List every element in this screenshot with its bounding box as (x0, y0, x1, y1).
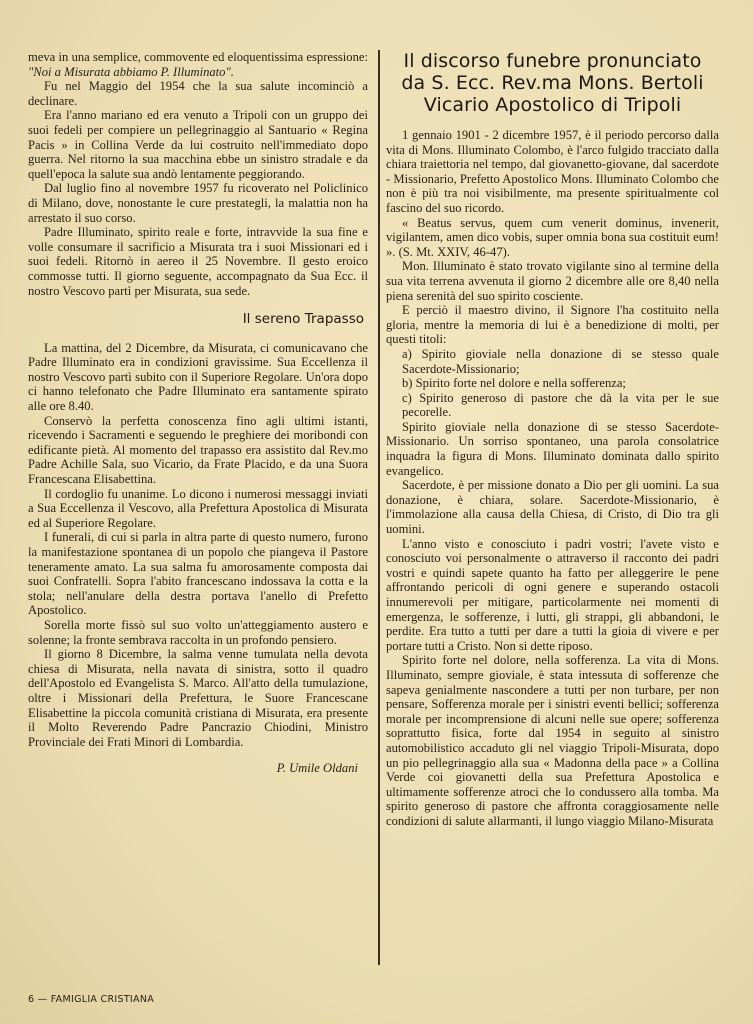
section-subheading: Il sereno Trapasso (242, 311, 364, 328)
article-headline (386, 50, 719, 116)
headline-line: Vicario Apostolico di Tripoli (423, 94, 682, 116)
paragraph: Padre Illuminato, spirito reale e forte, intravvide la sua fine e volle consumare il sacrificio a Misurata tra i suoi Missionari ed i suoi fedeli. Ritornò in aereo il 25 Novembre. Il gesto eroico commosse tutti. Il giorno seguente, accompagnato da Sua Ecc. il nostro Vescovo partì per Misurata, sua sede. (28, 225, 368, 298)
paragraph: I funerali, di cui si parla in altra parte di questo numero, furono la manifestazione spontanea di un popolo che piangeva il Pastore teneramente amato. La sua salma fu amorosamente composta dai suoi Confratelli. Sopra l'abito francescano indossava la cotta e la stola; nell'anulare della destra portava l'anello di Prefetto Apostolico. (28, 530, 368, 618)
paragraph: Spirito forte nel dolore, nella sofferenza. La vita di Mons. Illuminato, sempre gioviale, è stata intessuta di sofferenze che sapeva genialmente nascondere a tutti per non turbare, per non pensare, Sofferenza morale per i sinistri eventi bellici; sofferenza morale per incomprensione di alcuni nelle sue opere; sofferenza soprattutto fisica, forte dal 1954 in seguito al sinistro automobilistico accaduto gli nel viaggio Tripoli-Misurata, dopo un pio pellegrinaggio alla sua « Madonna della pace » a Collina Verde coi giovanetti della sua Prefettura Apostolica e ultimamente sofferenze atroci che lo condussero alla tomba. Ma spirito generoso di pastore che affronta coraggiosamente nelle condizioni di salute allarmanti, il lungo viaggio Milano-Misurata (386, 653, 719, 828)
column-divider (378, 50, 380, 965)
author-signature: P. Umile Oldani (276, 761, 358, 776)
paragraph: E perciò il maestro divino, il Signore l'ha costituito nella gloria, mentre la memoria di lui è a benedizione di molti, per questi titoli: (386, 303, 719, 347)
quote: "Noi a Misurata abbiamo P. Illuminato". (28, 64, 234, 79)
paragraph: Fu nel Maggio del 1954 che la sua salute incominciò a declinare. (28, 79, 368, 108)
headline-line: da S. Ecc. Rev.ma Mons. Bertoli (401, 72, 704, 94)
paragraph-text: meva in una semplice, commovente ed eloquentissima espressione: (28, 50, 368, 64)
paragraph: Spirito gioviale nella donazione di se stesso Sacerdote-Missionario. Un sorriso spontaneo, una parola consolatrice inquadra la figura di Mons. Illuminato dominata dallo spirito evangelico. (386, 419, 719, 478)
paragraph: Dal luglio fino al novembre 1957 fu ricoverato nel Policlinico di Milano, dove, nonostante le cure prestategli, la malattia non ha arrestato il suo corso. (28, 181, 368, 225)
list-item: c) Spirito generoso di pastore che dà la vita per le sue pecorelle. (402, 390, 719, 420)
paragraph (28, 50, 368, 79)
headline-line: Il discorso funebre pronunciato (403, 50, 702, 72)
paragraph: Il giorno 8 Dicembre, la salma venne tumulata nella devota chiesa di Misurata, nella navata di sinistra, sotto il quadro dell'Apostolo ed Evangelista S. Marco. All'atto della tumulazione, oltre i Missionari della Prefettura, le Suore Francescane Elisabettine la piccola comunità cristiana di Misurata, era presente il Molto Reverendo Padre Pancrazio Chiodini, Ministro Provinciale dei Frati Minori di Lombardia. (28, 647, 368, 749)
list-item: a) Spirito gioviale nella donazione di se stesso quale Sacerdote-Missionario; (402, 346, 719, 376)
left-column (28, 50, 368, 776)
paragraph: Conservò la perfetta conoscenza fino agli ultimi istanti, ricevendo i Sacramenti e seguendo le preghiere dei moribondi con edificante pietà. Al momento del trapasso era assistito dal Rev.mo Padre Achille Sala, suo Vicario, da Frate Placido, e da una Suora Francescana Elisabettina. (28, 413, 368, 487)
paragraph: Il cordoglio fu unanime. Lo dicono i numerosi messaggi inviati a Sua Eccellenza il Vescovo, alla Prefettura Apostolica di Misurata ed al Superiore Regolare. (28, 486, 368, 530)
paragraph: Era l'anno mariano ed era venuto a Tripoli con un gruppo dei suoi fedeli per compiere un pellegrinaggio al Santuario « Regina Pacis » in Collina Verde da lui costruito nell'immediato dopo guerra. Nel ritorno la sua macchina ebbe un sinistro stradale e da quell'epoca la salute sua andò lentamente peggiorando. (28, 108, 368, 181)
list-item: b) Spirito forte nel dolore e nella sofferenza; (402, 376, 626, 391)
page-footer: 6 — FAMIGLIA CRISTIANA (28, 994, 155, 1005)
paragraph: Mon. Illuminato è stato trovato vigilante sino al termine della sua vita terrena avvenuta il giorno 2 dicembre alle ore 8,40 nella piena serenità del suo spirito cosciente. (386, 259, 719, 303)
paragraph: La mattina, del 2 Dicembre, da Misurata, ci comunicavano che Padre Illuminato era in condizioni gravissime. Sua Eccellenza il nostro Vescovo partì subito con il Superiore Regolare. Un'ora dopo ci hanno telefonato che Padre Illuminato era santamente spirato alle ore 8.40. (28, 340, 368, 414)
paragraph: Sorella morte fissò sul suo volto un'atteggiamento austero e solenne; la fronte sembrava raccolta in un profondo pensiero. (28, 617, 368, 647)
paragraph: L'anno visto e conosciuto i padri vostri; l'avete visto e conosciuto voi personalmente o attraverso il racconto dei padri vostri e quindi sapete quanto ha fatto per alleggerire le pene affrontando pericoli di ogni genere e superando ostacoli innumerevoli per mitigare, particolarmente nei momenti di emergenza, le sofferenze, i lutti, gli strappi, gli abbandoni, le perdite. Era tutto a tutti per dare a tutti la gioia di vivere e per portare tutti a Cristo. Non si dette riposo. (386, 536, 719, 653)
paragraph: 1 gennaio 1901 - 2 dicembre 1957, è il periodo percorso dalla vita di Mons. Illuminato Colombo, è l'arco fulgido tracciato dalla chiara traiettoria nel tempo, dal giovanetto-giovane, dal sacerdote - Missionario, Prefetto Apostolico Mons. Illuminato Colombo che non è più tra noi visibilmente, ma presente spiritualmente col fascino del suo ricordo. (386, 128, 719, 215)
right-column (386, 50, 719, 829)
paragraph: Sacerdote, è per missione donato a Dio per gli uomini. La sua donazione, è chiara, solare. Sacerdote-Missionario, è l'immolazione alla causa della Chiesa, di Cristo, di Dio tra gli uomini. (386, 478, 719, 537)
latin-quote: « Beatus servus, quem cum venerit dominus, invenerit, vigilantem, amen dico vobis, super omnia bona sua costituit eum! ». (S. Mt. XXIV, 46-47). (386, 215, 719, 259)
